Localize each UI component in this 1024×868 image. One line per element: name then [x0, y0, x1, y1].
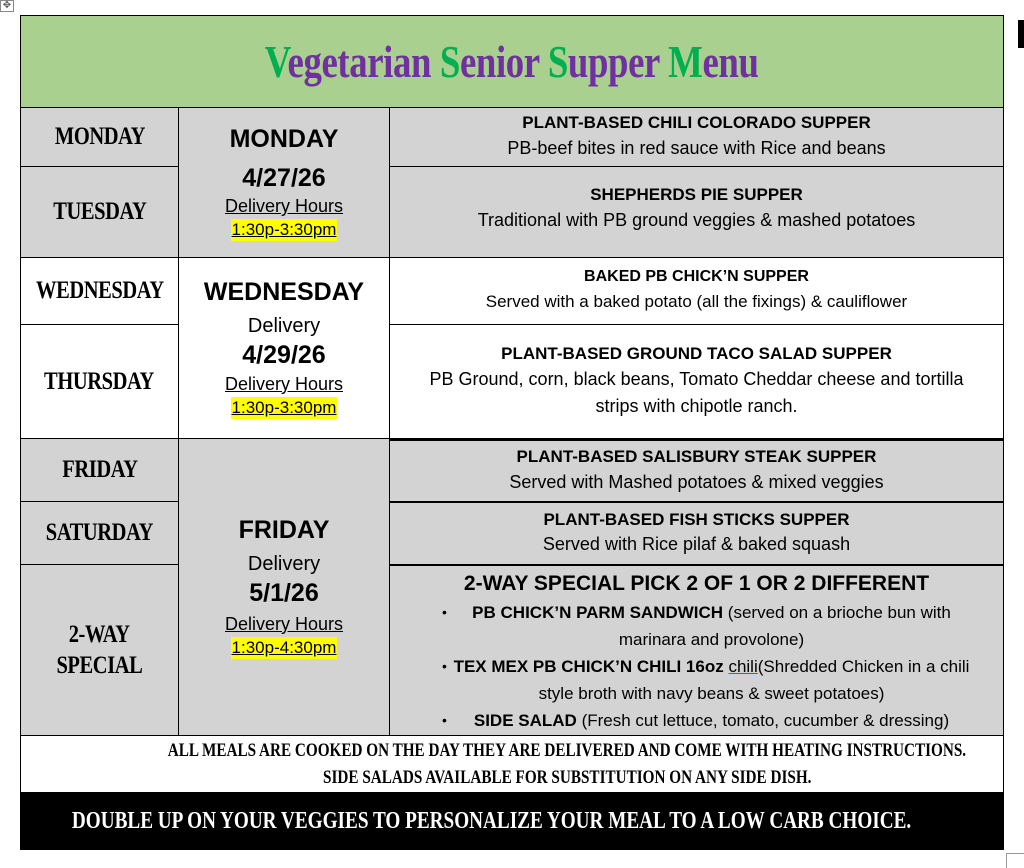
delivery-hours-label: Delivery Hours [224, 196, 344, 217]
day-label: 2-WAY [69, 620, 130, 648]
footer-banner [20, 793, 1004, 850]
meal-cell-thursday [390, 325, 1004, 439]
meal-title: PLANT-BASED GROUND TACO SALAD SUPPER [501, 344, 892, 364]
page-corner-mark [1006, 853, 1024, 868]
delivery-cell-monday [179, 108, 390, 258]
bullet-icon: • [442, 658, 447, 674]
special-heading: 2-WAY SPECIAL PICK 2 OF 1 OR 2 DIFFERENT [463, 572, 930, 595]
meal-description: PB-beef bites in red sauce with Rice and beans [507, 137, 886, 158]
special-list [390, 599, 1003, 734]
footer-note-line: SIDE SALADS AVAILABLE FOR SUBSTITUTION ON ANY SIDE DISH. [322, 767, 812, 788]
meal-title: PLANT-BASED FISH STICKS SUPPER [543, 509, 850, 529]
menu-header [20, 15, 1004, 108]
delivery-sub: Delivery [247, 315, 321, 338]
meal-description: Traditional with PB ground veggies & mashed potatoes [477, 209, 916, 230]
meal-title: SHEPHERDS PIE SUPPER [590, 185, 803, 205]
day-cell-friday [20, 439, 179, 502]
meal-description: Served with Rice pilaf & baked squash [542, 534, 851, 555]
delivery-day: MONDAY [229, 124, 339, 153]
delivery-hours-label: Delivery Hours [224, 613, 344, 634]
day-label: WEDNESDAY [35, 277, 164, 305]
delivery-hours-label: Delivery Hours [224, 373, 344, 394]
day-label: SATURDAY [45, 519, 154, 547]
meal-cell-friday [390, 439, 1004, 502]
footer-note-line: ALL MEALS ARE COOKED ON THE DAY THEY ARE DELIVERED AND COME WITH HEATING INSTRUCTIONS. [167, 740, 967, 761]
list-item: • SIDE SALAD (Fresh cut lettuce, tomato, cucumber & dressing) [390, 707, 1003, 734]
day-label: FRIDAY [61, 456, 138, 484]
delivery-date: 5/1/26 [249, 579, 319, 608]
delivery-day: FRIDAY [238, 516, 330, 545]
meal-description: PB Ground, corn, black beans, Tomato Cheddar cheese and tortilla [429, 368, 964, 389]
delivery-date: 4/27/26 [242, 163, 326, 192]
meal-description: Served with Mashed potatoes & mixed veggies [509, 471, 884, 492]
meal-title: PLANT-BASED CHILI COLORADO SUPPER [522, 113, 871, 133]
day-label: MONDAY [54, 123, 145, 151]
day-cell-2way-special [20, 565, 179, 736]
day-label: THURSDAY [44, 367, 155, 395]
day-cell-thursday [20, 325, 179, 439]
bullet-icon: • [442, 712, 447, 728]
meal-cell-saturday [390, 502, 1004, 565]
day-cell-saturday [20, 502, 179, 565]
delivery-hours: 1:30p-3:30pm [231, 397, 338, 419]
delivery-hours: 1:30p-3:30pm [231, 219, 338, 241]
delivery-sub: Delivery [247, 553, 321, 576]
page-title: Vegetarian Senior Supper Menu [265, 36, 759, 87]
day-cell-monday [20, 108, 179, 167]
list-item: • TEX MEX PB CHICK’N CHILI 16oz chili(Shredded Chicken in a chili style broth with navy beans & sweet potatoes) [390, 653, 1003, 707]
footer-banner-text: DOUBLE UP ON YOUR VEGGIES TO PERSONALIZE YOUR MEAL TO A LOW CARB CHOICE. [72, 808, 912, 834]
day-cell-wednesday [20, 258, 179, 325]
footer-notes [20, 736, 1004, 793]
meal-cell-tuesday [390, 167, 1004, 258]
day-label: SPECIAL [56, 652, 143, 679]
meal-title: PLANT-BASED SALISBURY STEAK SUPPER [516, 447, 877, 467]
table-move-handle-icon[interactable]: ✥ [0, 0, 14, 12]
page-edge-mark [1018, 20, 1024, 48]
delivery-hours: 1:30p-4:30pm [231, 637, 338, 659]
meal-cell-wednesday [390, 258, 1004, 325]
meal-cell-2way-special [390, 565, 1004, 736]
meal-description: strips with chipotle ranch. [595, 395, 798, 416]
delivery-cell-friday [179, 439, 390, 736]
meal-title: BAKED PB CHICK’N SUPPER [584, 268, 809, 285]
meal-description: Served with a baked potato (all the fixings) & cauliflower [485, 291, 908, 311]
meal-cell-monday [390, 108, 1004, 167]
delivery-date: 4/29/26 [242, 341, 326, 370]
delivery-day: WEDNESDAY [203, 278, 365, 307]
list-item: • PB CHICK’N PARM SANDWICH (served on a brioche bun with marinara and provolone) [390, 599, 1003, 653]
delivery-cell-wednesday [179, 258, 390, 439]
day-label: TUESDAY [52, 198, 147, 226]
bullet-icon: • [442, 604, 447, 620]
day-cell-tuesday [20, 167, 179, 258]
